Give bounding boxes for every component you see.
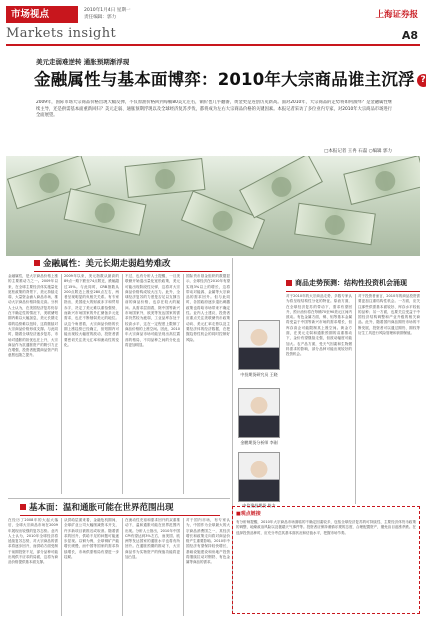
section-fundamentals-column-1: 在经历了2008年的大起大落后，全球大宗商品市场在2009年展现出较强的复苏态势。业内人士认为，2010年全球经济将延续复苏态势，对大宗商品的需求将逐步回升，而供给方面受制于前期投资不足，部分品种可能出现供不应求的局面，这将为商品价格提供基本面支撑。 [8,518,58,565]
main-headline [34,66,426,90]
section-tag: 市场视点 [6,6,78,23]
section-financial-column-4: 国际货币基金组织的数据显示，全球经济在2010年有望实现3%以上的增长，这将带动对能源、金属等大宗商品的需求回升。但与此同时，各国政府逐步退出刺激政策也将给市场带来不确定性。业内人士建议，投资者应重点关注美联储货币政策动向、美元汇率走势以及主要经济体的经济数据，在把握趋势性机会的同时控制好风险。 [186,274,230,342]
section-fundamentals-column-4: 对于国内市场，有专家认为，中国作为全球最大的大宗商品消费国之一，其经济增长和政策走向将对商品价格产生重要影响。2010年中国经济有望保持较快增长，基础设施建设和房地产投资将继续拉动对钢铁、有色金属等商品的需求。 [186,518,230,565]
section-financial-title: 金融属性：美元长期走弱趋势难改 [43,259,171,269]
section-forecast-header [286,276,420,290]
analyst-portrait [238,388,280,438]
section-fundamentals-column-2: 从供给层面来看，金融危机期间，全球矿业公司大幅削减资本开支，许多新项目被推迟或取消。随着需求的回升，供给不足的问题可能逐步显现。以铜为例，全球铜矿产能增长缓慢，而中国等国家的需求持续增长，市场供需格局有望进一步趋紧。 [64,518,119,560]
section-divider [8,498,230,499]
question-mark-icon: ? [417,74,426,87]
page-number: A8 [401,29,418,42]
analyst-portrait-caption: 中信建投期货 陈力 [242,503,276,508]
column-divider [183,274,184,494]
analyst-portrait [238,452,280,502]
section-underline [34,271,222,272]
masthead-rule [6,44,420,46]
banknotes-photo [6,156,420,256]
section-underline [286,291,420,292]
column-divider [122,274,123,494]
issue-editor: 责任编辑：郭力 [84,15,117,20]
main-headline-text: 金融属性与基本面博弈：2010年大宗商品谁主沉浮 [34,70,415,89]
issue-date: 2010年1月4日 星期一 [84,8,131,13]
section-fundamentals-column-3: 在流动性充裕和需求回升的双重推动下，温和通胀可能在世界范围内出现。分析人士指出，2010年中国CPI有望达到3%左右，而美国、欧洲等发达国家的通胀水平也将有所回升。在通胀预期的推动下，大宗商品作为实物资产的保值功能将更加凸显。 [125,518,180,560]
section-financial-column-2: 2009年以来，美元指数从最高的89点一路下跌至74点附近，跌幅超过15%。与此同时，CRB指数从200点附近上涨至280点左右，两者呈现明显的负相关关系。有专家指出，美国庞大的财政赤字和贸易赤字，决定了美元难以重拾强势，而新兴市场国家的外汇储备多元化需求，也在不断削弱美元的地位。从这个角度看，大宗商品价格的长期上涨趋势已经确立，但短期内可能出现较大幅度的波动，投资者需要密切关注美元汇率和流动性的变化。 [64,274,119,347]
column-divider [183,518,184,616]
headline-kicker: 美元走弱难逆转 通胀预期渐浮现 [36,58,130,66]
english-section-title: Markets insight [6,26,117,41]
section-forecast-title: 商品走势预测：结构性投资机会涌现 [295,279,407,287]
byline: □本报记者 王冉 石磊 ○编辑 郭力 [324,149,392,154]
banknote-image [343,156,420,205]
analyst-portrait [238,320,280,370]
section-financial-column-3: 不过，也有分析人士提醒，一旦美联储开始退出量化宽松政策，美元可能出现阶段性反弹，这将对大宗商品价格构成较大压力。此外，全球经济复苏的力度是否足以支撑当前的商品价格，也存在较大的疑问。从需求层面看，除中国等新兴市场国家外，欧美等发达国家的需求仍然较为疲弱，工业品库存处于较高水平，这在一定程度上限制了商品价格的上涨空间。因此，2010年大宗商品市场可能呈现出高位震荡的格局，不同品种之间的分化也将更加明显。 [125,274,180,347]
section-forecast-column-2: 对于投资者而言，2010年的商品投资需要更加注重结构性机会。一方面，应关注那些供需基本面较好、库存水平较低的品种；另一方面，也要关注受益于中国经济结构调整和产业升级的相关商品。此外，随着国内商品期货市场的不断发展，投资者可以通过期货、期权等衍生工具进行风险管理和套期保值。 [358,294,420,336]
section-fundamentals-header [20,500,220,514]
banknote-image [294,203,376,246]
column-divider [61,274,62,494]
section-financial-column-1: 金融属性，是大宗商品价格上涨的主要推动力之一。2009年以来，在全球主要经济体实施量化宽松政策的背景下，美元持续走弱，大量资金涌入商品市场，推动大宗商品价格持续走高。分析人士认为，在美国经济复苏仍存在不确定性的情况下，美联储短期内难以大幅加息，美元长期走弱的趋势难以扭转，这将继续对大宗商品价格形成支撑。与此同时，随着全球经济逐步复苏，市场对通胀的担忧也在上升，大宗商品作为抗通胀资产的吸引力正在增强，投资者配置商品资产的意愿也随之提升。 [8,274,58,358]
section-fundamentals-title: 基本面：温和通胀可能在世界范围出现 [29,503,174,513]
column-divider [355,294,356,504]
section-marker-icon [34,260,40,266]
viewpoint-box-text: 有分析师提醒，2010年大宗商品市场面临的不确定因素较多，包括全球经济复苏的可持续性、主要经济体货币政策的调整、地缘政治风险以及极端天气事件等。投资者应保持谨慎乐观的态度，合理配置资产，避免盲目追涨杀跌。在选择投资品种时，应充分考虑其基本面状况和估值水平，把握市场节奏。 [236,520,416,535]
section-financial-header [34,256,222,270]
column-divider [61,518,62,616]
masthead [0,0,426,48]
section-marker-icon [20,504,26,510]
viewpoint-box-title: ■观点链接 [236,511,261,517]
paper-name: 上海证券报 [375,10,418,20]
section-forecast-column-1: 对于2010年的大宗商品走势，多数专家认为将呈现结构性分化的特征。原油方面，在全球经济复苏的带动下，需求有望回升，预计油价将在每桶70至90美元区间内波动。有色金属方面，铜、铝等基本金属将受益于中国等新兴市场的需求增长，但库存高企可能限制其上涨空间。黄金方面，在美元走弱和通胀预期的双重推动下，金价有望继续走强，但波动幅度可能加大。农产品方面，受天气因素和生物燃料需求的影响，部分品种可能出现较好的投资机会。 [286,294,352,357]
analyst-portrait-caption: 金鹏期货分析师 李刚 [240,440,278,445]
lead-paragraph: 2009年，国际市场大宗商品价格出现大幅反弹，不仅原油价格回到每桶80美元左右，铜价也几乎翻番，黄金更是连创历史新高。面对2010年，大宗商品的走势将如何演绎？是金融属性继续主导，还是供需基本面重新回归？美元走弱、通胀预期浮现以及全球经济复苏步伐，都将成为左右大宗商品价格的关键因素。本报记者采访了多位业内专家，对2010年大宗商品市场进行全面展望。 [36,100,392,119]
analyst-portrait-caption: 中投期货研究员 王晓 [240,372,278,377]
column-divider [122,518,123,616]
section-marker-icon [286,280,292,286]
section-underline [20,515,220,516]
